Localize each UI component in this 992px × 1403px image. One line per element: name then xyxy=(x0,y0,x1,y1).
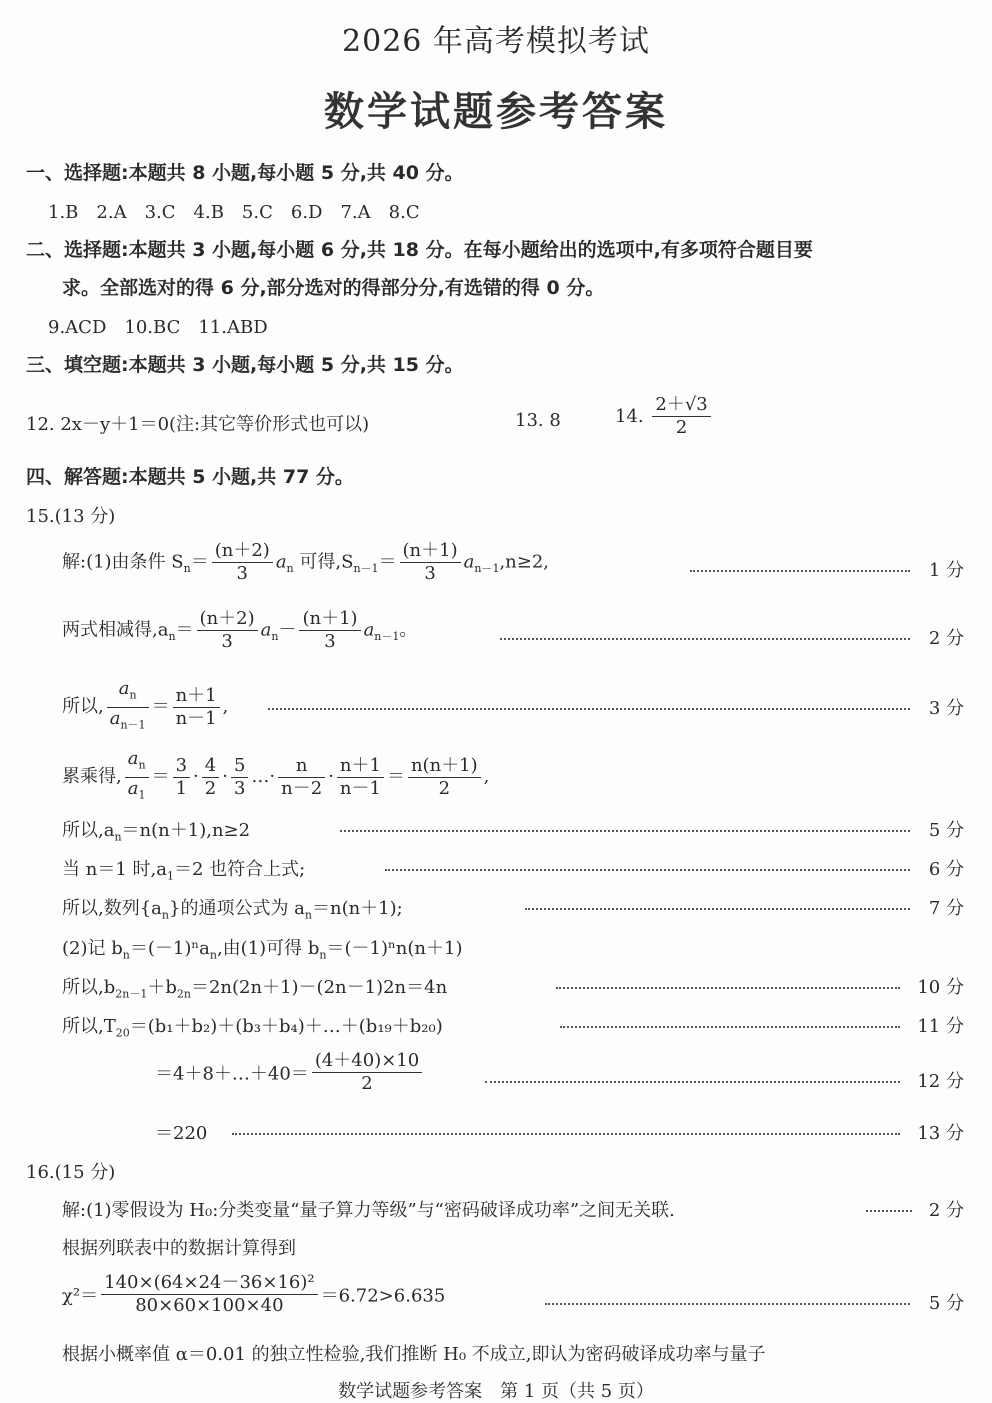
q15-step-4: 累乘得, $\frac{a_n}{a_1}$ ＝ $\frac{3}{1}$ · $\frac{4}{2}$ · $\frac{5}{3}$ …· $\frac{n}{n-2}$ · $\frac{n+1}{n-1}$ ＝ $\frac{n(n+1)}{2}$ , xyxy=(62,748,489,806)
subscript: 20 xyxy=(115,1026,130,1040)
subscript: n－1 xyxy=(353,562,379,576)
score: 11 分 xyxy=(917,1016,964,1037)
dot-leader xyxy=(500,638,910,640)
dot-leader xyxy=(690,570,910,572)
section-4-heading: 四、解答题:本题共 5 小题,共 77 分。 xyxy=(26,466,354,488)
score: 12 分 xyxy=(917,1071,964,1092)
dot-leader xyxy=(525,908,910,910)
score: 10 分 xyxy=(917,977,964,998)
subscript: 2n－1 xyxy=(115,987,148,1001)
subscript: 2n xyxy=(176,987,191,1001)
denominator: n－2 xyxy=(278,777,325,800)
text: 可得,S xyxy=(299,551,354,573)
dot-leader xyxy=(560,1026,900,1028)
text: ＝4＋8＋…＋40＝ xyxy=(155,1063,309,1085)
score: 5 分 xyxy=(928,1293,964,1314)
numerator: (4＋40)×10 xyxy=(314,1050,420,1071)
subscript: n xyxy=(209,948,217,962)
section-2-heading-line1: 二、选择题:本题共 3 小题,每小题 6 分,共 18 分。在每小题给出的选项中,有多项符合题目要 xyxy=(26,239,813,261)
denominator: 1 xyxy=(173,777,190,800)
text: }的通项公式为 a xyxy=(169,898,305,919)
q16-step-2: 根据列联表中的数据计算得到 xyxy=(62,1238,296,1259)
denominator: 3 xyxy=(197,630,258,653)
numerator: 3 xyxy=(175,754,188,776)
q16-step-4: 根据小概率值 α＝0.01 的独立性检验,我们推断 H₀ 不成立,即认为密码破译成功率与量子 xyxy=(62,1344,766,1365)
dot-leader xyxy=(340,830,910,832)
subscript: 1 xyxy=(138,788,146,802)
text: ＝n(n＋1); xyxy=(312,898,403,919)
text: － xyxy=(278,619,297,641)
fraction xyxy=(101,1272,317,1317)
text: ＋b xyxy=(147,977,177,998)
dot-leader xyxy=(866,1210,912,1212)
numerator: 4 xyxy=(204,754,217,776)
text: a xyxy=(260,619,272,641)
text: a xyxy=(118,678,130,699)
denominator xyxy=(125,777,149,807)
subscript: n xyxy=(138,758,146,772)
document-title: 数学试题参考答案 xyxy=(324,89,668,135)
answer-12: 12. 2x－y＋1＝0(注:其它等价形式也可以) xyxy=(26,414,370,435)
text: ＝ xyxy=(378,551,397,573)
q15-step-9 xyxy=(62,973,447,1002)
numerator: 140×(64×24－36×16)² xyxy=(104,1272,315,1293)
text: ,n≥2, xyxy=(499,551,550,573)
text: (2)记 b xyxy=(62,938,123,959)
q15-step-5 xyxy=(62,816,250,844)
text: 解:(1)由条件 S xyxy=(62,551,184,573)
subscript: n xyxy=(183,562,191,576)
denominator: 2 xyxy=(312,1072,422,1095)
dot-leader xyxy=(545,1303,910,1305)
dot-leader xyxy=(232,1133,900,1135)
score: 5 分 xyxy=(928,820,964,841)
text: ＝n(n＋1),n≥2 xyxy=(121,820,251,841)
section-3-heading: 三、填空题:本题共 3 小题,每小题 5 分,共 15 分。 xyxy=(26,354,464,376)
text: ＝6.72>6.635 xyxy=(320,1285,446,1307)
q16-step-1: 解:(1)零假设为 H₀:分类变量“量子算力等级”与“密码破译成功率”之间无关联. xyxy=(62,1200,675,1221)
text: 。 xyxy=(399,619,418,641)
numerator: (n＋1) xyxy=(402,540,458,561)
numerator: 5 xyxy=(233,754,246,776)
subscript: n xyxy=(122,948,130,962)
numerator: n＋1 xyxy=(339,754,381,776)
q15-step-6 xyxy=(62,855,305,883)
subscript: n xyxy=(271,630,279,644)
answer-13: 13. 8 xyxy=(515,410,561,431)
denominator: 3 xyxy=(299,630,360,653)
text: a xyxy=(363,619,375,641)
fraction xyxy=(231,755,248,800)
text: a xyxy=(275,551,287,573)
fraction xyxy=(212,540,273,585)
fraction xyxy=(173,755,190,800)
text: ＝(－1)ⁿn(n＋1) xyxy=(326,938,463,959)
subscript: n xyxy=(114,830,122,844)
dot-leader xyxy=(268,708,910,710)
numerator: n＋1 xyxy=(175,684,217,706)
score: 6 分 xyxy=(928,859,964,880)
score: 7 分 xyxy=(928,898,964,919)
fraction xyxy=(299,608,360,653)
section-2-answers: 9.ACD 10.BC 11.ABD xyxy=(48,317,268,338)
q16-step-3 xyxy=(62,1272,445,1317)
denominator: n－1 xyxy=(173,707,220,730)
answer-14-fraction xyxy=(652,394,710,439)
section-1-answers: 1.B 2.A 3.C 4.B 5.C 6.D 7.A 8.C xyxy=(48,202,420,223)
subscript: n－1 xyxy=(120,718,146,732)
text: 当 n＝1 时,a xyxy=(62,859,167,880)
text: 累乘得, xyxy=(62,766,122,788)
fraction xyxy=(202,755,219,800)
fraction xyxy=(408,755,481,800)
text: χ²＝ xyxy=(62,1285,99,1307)
q15-step-8 xyxy=(62,934,462,962)
text: ＝ xyxy=(151,696,170,718)
text: ＝(b₁＋b₂)＋(b₃＋b₄)＋…＋(b₁₉＋b₂₀) xyxy=(129,1016,443,1037)
text: 所以,T xyxy=(62,1016,116,1037)
numerator: (n＋2) xyxy=(199,608,255,629)
subscript: n xyxy=(161,908,169,922)
numerator: n(n＋1) xyxy=(410,754,478,776)
answer-14-denominator: 2 xyxy=(652,416,710,439)
denominator: 3 xyxy=(231,777,248,800)
text: …· xyxy=(251,766,276,788)
fraction xyxy=(337,755,384,800)
q16-label: 16.(15 分) xyxy=(26,1162,116,1183)
subscript: n xyxy=(286,562,294,576)
denominator: 2 xyxy=(202,777,219,800)
q15-step-12: ＝220 xyxy=(155,1123,208,1144)
section-1-heading: 一、选择题:本题共 8 小题,每小题 5 分,共 40 分。 xyxy=(26,162,464,184)
text: ＝ xyxy=(151,766,170,788)
text: 所以,数列{a xyxy=(62,898,162,919)
fraction xyxy=(278,755,325,800)
answer-14 xyxy=(615,394,714,439)
denominator: 3 xyxy=(400,562,461,585)
text: ＝2 也符合上式; xyxy=(173,859,306,880)
q15-step-2 xyxy=(62,608,417,653)
numerator: (n＋2) xyxy=(214,540,270,561)
text: ＝ xyxy=(386,766,405,788)
q15-label: 15.(13 分) xyxy=(26,506,116,527)
exam-title: 2026 年高考模拟考试 xyxy=(342,24,650,59)
section-2-heading-line2: 求。全部选对的得 6 分,部分选对的得部分分,有选错的得 0 分。 xyxy=(62,277,605,299)
dot-leader xyxy=(385,869,910,871)
q15-step-3 xyxy=(62,678,228,736)
text: ＝2n(2n＋1)－(2n－1)2n＝4n xyxy=(190,977,448,998)
q15-step-11 xyxy=(155,1050,425,1095)
subscript: n xyxy=(319,948,327,962)
page-footer: 数学试题参考答案 第 1 页（共 5 页） xyxy=(338,1381,654,1402)
q15-step-1 xyxy=(62,540,549,585)
subscript: 1 xyxy=(166,869,174,883)
fraction xyxy=(125,748,149,806)
score: 2 分 xyxy=(928,1200,964,1221)
score: 13 分 xyxy=(917,1123,964,1144)
text: ＝ xyxy=(175,619,194,641)
text: a xyxy=(109,707,121,729)
subscript: n－1 xyxy=(474,562,500,576)
fraction xyxy=(197,608,258,653)
fraction xyxy=(400,540,461,585)
text: ＝ xyxy=(190,551,209,573)
text: 两式相减得,a xyxy=(62,619,169,641)
text: , xyxy=(222,696,229,718)
denominator xyxy=(107,707,149,737)
subscript: n－1 xyxy=(374,630,400,644)
numerator xyxy=(125,748,149,777)
subscript: n xyxy=(168,630,176,644)
numerator xyxy=(107,678,149,707)
q15-step-7 xyxy=(62,894,403,922)
denominator: 3 xyxy=(212,562,273,585)
text: ,由(1)可得 b xyxy=(216,938,320,959)
text: 所以,a xyxy=(62,820,115,841)
denominator: 80×60×100×40 xyxy=(101,1294,317,1317)
text: ＝(－1)ⁿa xyxy=(129,938,210,959)
answer-14-numerator: 2＋√3 xyxy=(655,394,708,415)
answer-14-label: 14. xyxy=(615,406,644,427)
score: 2 分 xyxy=(928,628,964,649)
numerator: n xyxy=(295,754,308,776)
text: a xyxy=(127,777,139,799)
dot-leader xyxy=(556,987,900,989)
dot-leader xyxy=(485,1081,900,1083)
score: 1 分 xyxy=(928,560,964,581)
fraction xyxy=(173,685,220,730)
subscript: n xyxy=(304,908,312,922)
text: 所以, xyxy=(62,696,104,718)
subscript: n xyxy=(129,688,137,702)
denominator: 2 xyxy=(408,777,481,800)
q15-step-10 xyxy=(62,1012,443,1040)
text: a xyxy=(463,551,475,573)
numerator: (n＋1) xyxy=(302,608,358,629)
fraction xyxy=(107,678,149,736)
text: , xyxy=(483,766,490,788)
score: 3 分 xyxy=(928,698,964,719)
fraction xyxy=(312,1050,422,1095)
text: a xyxy=(127,748,139,769)
denominator: n－1 xyxy=(337,777,384,800)
text: 所以,b xyxy=(62,977,116,998)
